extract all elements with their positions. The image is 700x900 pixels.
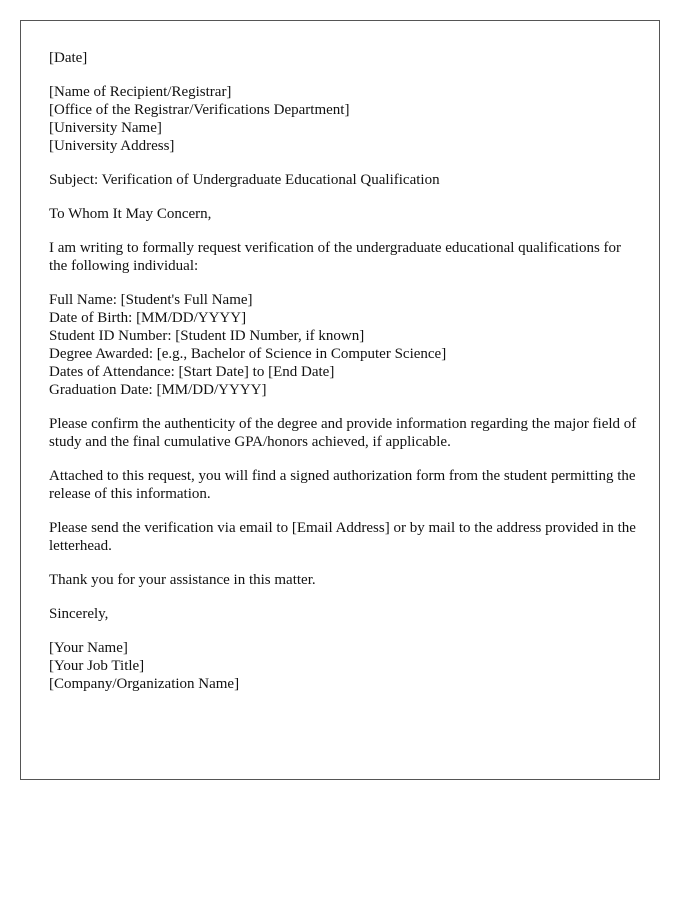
detail-full-name: Full Name: [Student's Full Name] — [49, 292, 253, 308]
letter-date: [Date] — [49, 50, 88, 66]
salutation-block — [49, 205, 639, 223]
signature-block — [49, 639, 639, 693]
recipient-address: [University Address] — [49, 138, 175, 154]
letter-page — [20, 20, 660, 780]
letter-body — [49, 49, 639, 709]
recipient-office: [Office of the Registrar/Verifications Department] — [49, 102, 350, 118]
detail-student-id: Student ID Number: [Student ID Number, if known] — [49, 328, 365, 344]
closing-block — [49, 605, 639, 623]
closing: Sincerely, — [49, 606, 109, 622]
recipient-address-block — [49, 83, 639, 155]
detail-attendance: Dates of Attendance: [Start Date] to [End Date] — [49, 364, 335, 380]
salutation: To Whom It May Concern, — [49, 206, 212, 222]
attached-paragraph: Attached to this request, you will find a signed authorization form from the student permitting the release of this information. — [49, 468, 636, 502]
confirm-paragraph: Please confirm the authenticity of the degree and provide information regarding the major field of study and the final cumulative GPA/honors achieved, if applicable. — [49, 416, 637, 450]
recipient-name: [Name of Recipient/Registrar] — [49, 84, 232, 100]
date-block — [49, 49, 639, 67]
signature-title: [Your Job Title] — [49, 658, 145, 674]
subject-line: Subject: Verification of Undergraduate Educational Qualification — [49, 172, 440, 188]
subject-block — [49, 171, 639, 189]
detail-graduation: Graduation Date: [MM/DD/YYYY] — [49, 382, 267, 398]
intro-paragraph: I am writing to formally request verification of the undergraduate educational qualifications for the following individual: — [49, 240, 622, 274]
send-paragraph: Please send the verification via email to [Email Address] or by mail to the address provided in the letterhead. — [49, 520, 636, 554]
thanks-paragraph: Thank you for your assistance in this matter. — [49, 572, 316, 588]
recipient-university: [University Name] — [49, 120, 162, 136]
detail-degree: Degree Awarded: [e.g., Bachelor of Science in Computer Science] — [49, 346, 447, 362]
signature-organization: [Company/Organization Name] — [49, 676, 240, 692]
detail-date-of-birth: Date of Birth: [MM/DD/YYYY] — [49, 310, 247, 326]
signature-name: [Your Name] — [49, 640, 128, 656]
student-details-block — [49, 291, 639, 399]
